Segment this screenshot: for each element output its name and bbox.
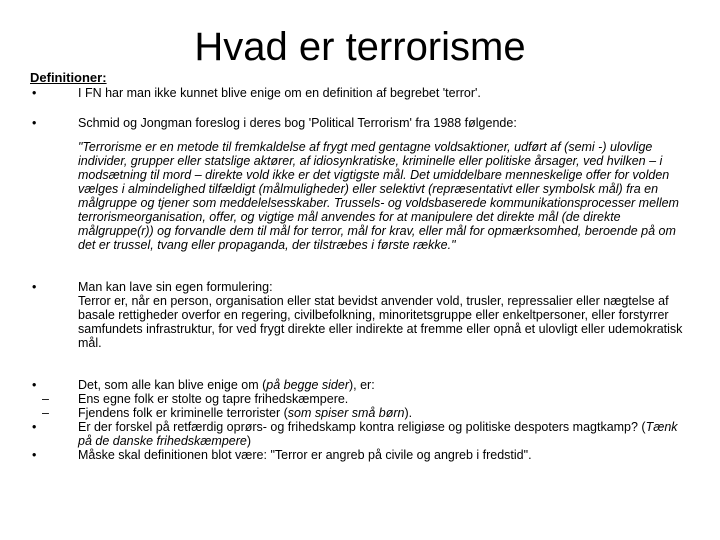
bullet-text: Det, som alle kan blive enige om (	[78, 378, 267, 392]
definition-quote: "Terrorisme er en metode til fremkaldelse af frygt med gentagne voldsaktioner, udført af (semi -) ulovlige individer, grupper eller statslige aktører, af idiosynkratiske, kriminelle eller politiske årsager, ved hvilken – i modsætning til mord – direkte vold ikke er det vigtigste mål. Det umiddelbare menneskelige offer for volden vælges i almindelighed tilfældigt (målmuligheder) eller selektivt (repræsentativt eller symbolsk mål) fra en målgruppe og tjener som meddelelsesskaber. Trussels- og voldsbaserede kommunikationsprocesser mellem terrorismeorganisation, offer, og vigtige mål anvendes for at manipulere det direkte mål (de direkte målgruppe(r)) og forvandle dem til mål for terror, mål for krav, eller mål for opmærksomhed, beroende på om det er trussel, tvang eller propaganda, der tilstræbes i første række."	[78, 140, 679, 252]
bullet-icon: •	[32, 448, 37, 462]
list-item	[30, 280, 690, 350]
bullet-text-italic: Tænk på de danske frihedskæmpere	[78, 420, 678, 448]
sub-item-text: Fjendens folk er kriminelle terrorister (	[78, 406, 288, 420]
slide-body	[30, 86, 690, 462]
dash-icon: –	[42, 406, 49, 420]
page-title: Hvad er terrorisme	[194, 25, 526, 69]
bullet-icon: •	[32, 420, 37, 434]
bullet-text-italic: på begge sider	[266, 378, 349, 392]
list-item	[30, 378, 690, 392]
bullet-text: Er der forskel på retfærdig oprørs- og frihedskamp kontra religiøse og politiske despoters magtkamp? (	[78, 420, 646, 434]
bullet-text: Måske skal definitionen blot være: "Terror er angreb på civile og angreb i fredstid".	[78, 448, 532, 462]
bullet-text: )	[246, 434, 252, 448]
dash-icon: –	[42, 392, 49, 406]
sub-item-text: ).	[404, 406, 413, 420]
list-item	[30, 116, 690, 130]
sub-item	[30, 392, 690, 406]
bullet-text: Schmid og Jongman foreslog i deres bog 'Political Terrorism' fra 1988 følgende:	[78, 116, 517, 130]
bullet-icon: •	[32, 378, 37, 392]
sub-item-text: Ens egne folk er stolte og tapre frihedskæmpere.	[78, 392, 349, 406]
bullet-icon: •	[32, 280, 37, 294]
bullet-text: Man kan lave sin egen formulering:	[78, 280, 273, 294]
bullet-text: I FN har man ikke kunnet blive enige om en definition af begrebet 'terror'.	[78, 86, 481, 100]
sub-item	[30, 406, 690, 420]
definitions-heading: Definitioner:	[30, 70, 107, 85]
list-item	[30, 448, 690, 462]
bullet-icon: •	[32, 86, 37, 100]
bullet-text: Terror er, når en person, organisation eller stat bevidst anvender vold, trusler, repressalier eller nægtelse af basale rettigheder overfor en regering, civilbefolkning, minoritetsgruppe eller enkeltpersoner, eller forstyrrer samfundets infrastruktur, for ved frygt direkte eller indirekte at fremme eller opnå et ulovligt eller udemokratisk mål.	[78, 294, 683, 350]
list-item	[30, 86, 690, 100]
bullet-text: ), er:	[348, 378, 375, 392]
bullet-icon: •	[32, 116, 37, 130]
sub-item-text-italic: som spiser små børn	[287, 406, 405, 420]
list-item	[30, 420, 690, 448]
